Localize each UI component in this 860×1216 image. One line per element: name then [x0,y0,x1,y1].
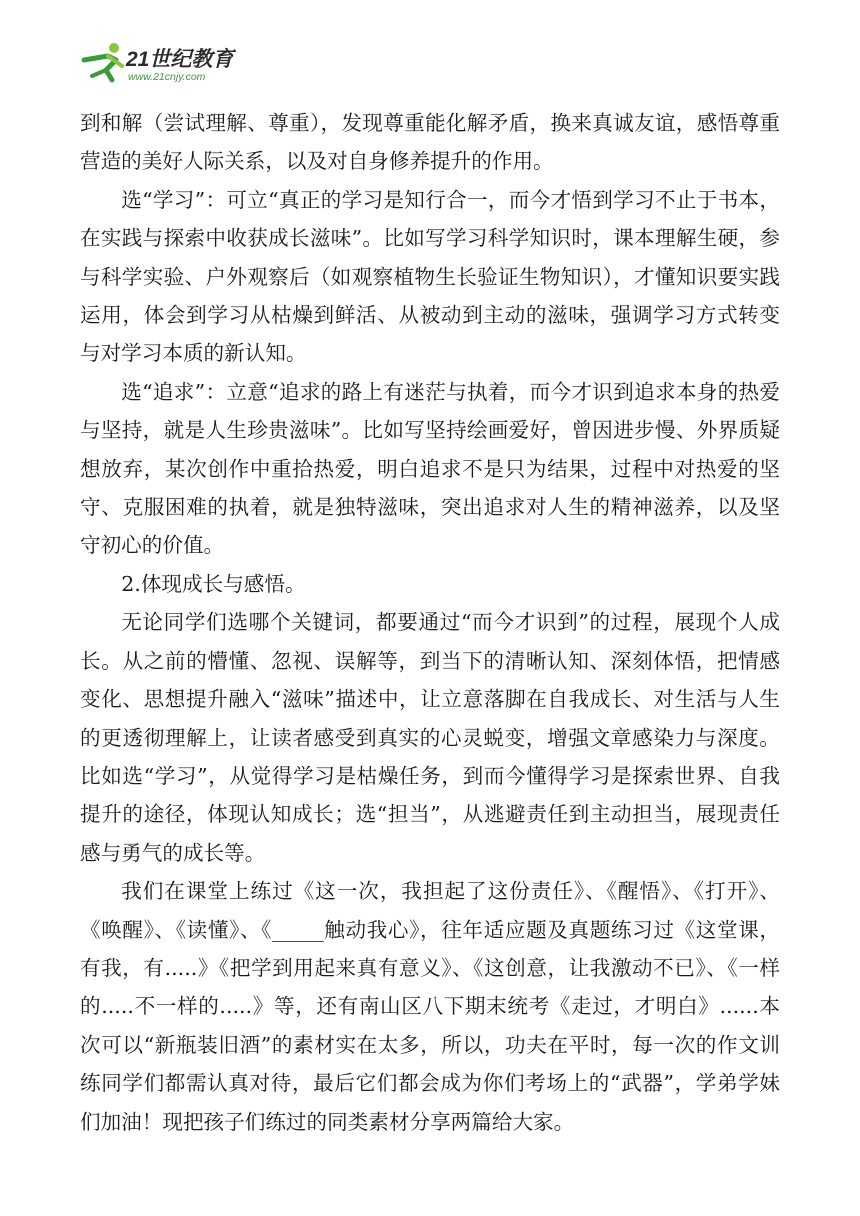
paragraph-growth: 无论同学们选哪个关键词，都要通过“而今才识到”的过程，展现个人成长。从之前的懵懂、忽视、误解等，到当下的清晰认知、深刻体悟，把情感变化、思想提升融入“滋味”描述中，让立意落脚在自我成长、对生活与人生的更透彻理解上，让读者感受到真实的心灵蜕变，增强文章感染力与深度。比如选“学习”，从觉得学习是枯燥任务，到而今懂得学习是探索世界、自我提升的途径，体现认知成长；选“担当”，从逃避责任到主动担当，展现责任感与勇气的成长等。 [80,610,780,865]
paragraph-respect-continued: 到和解（尝试理解、尊重），发现尊重能化解矛盾，换来真诚友谊，感悟尊重营造的美好人际关系，以及对自身修养提升的作用。 [80,111,780,174]
paragraph-pursuit: 选“追求”：立意“追求的路上有迷茫与执着，而今才识到追求本身的热爱与坚持，就是人生珍贵滋味”。比如写坚持绘画爱好，曾因进步慢、外界质疑想放弃，某次创作中重拾热爱，明白追求不是只为结果，过程中对热爱的坚守、克服困难的执着，就是独特滋味，突出追求对人生的精神滋养，以及坚守初心的价值。 [80,379,780,558]
running-figure-logo-icon [78,40,248,84]
section-heading-growth: 2.体现成长与感悟。 [121,571,306,596]
logo-brand-text: 21世纪教育 [126,48,234,71]
site-logo [78,40,248,84]
paragraph-practice-materials: 我们在课堂上练过《这一次，我担起了这份责任》、《醒悟》、《打开》、《唤醒》、《读懂》、《_____触动我心》，往年适应题及真题练习过《这堂课，有我，有.....》《把学到用起来真有意义》、《这创意，让我激动不已》、《一样的.....不一样的.....》等，还有南山区八下期末统考《走过，才明白》......本次可以“新瓶装旧酒”的素材实在太多，所以，功夫在平时，每一次的作文训练同学们都需认真对待，最后它们都会成为你们考场上的“武器”，学弟学妹们加油！现把孩子们练过的同类素材分享两篇给大家。 [80,879,780,1134]
document-body [80,104,780,1141]
logo-url-text: www.21cnjy.com [128,71,206,83]
paragraph-learning: 选“学习”：可立“真正的学习是知行合一，而今才悟到学习不止于书本，在实践与探索中收获成长滋味”。比如写学习科学知识时，课本理解生硬，参与科学实验、户外观察后（如观察植物生长验证生物知识），才懂知识要实践运用，体会到学习从枯燥到鲜活、从被动到主动的滋味，强调学习方式转变与对学习本质的新认知。 [80,187,780,366]
